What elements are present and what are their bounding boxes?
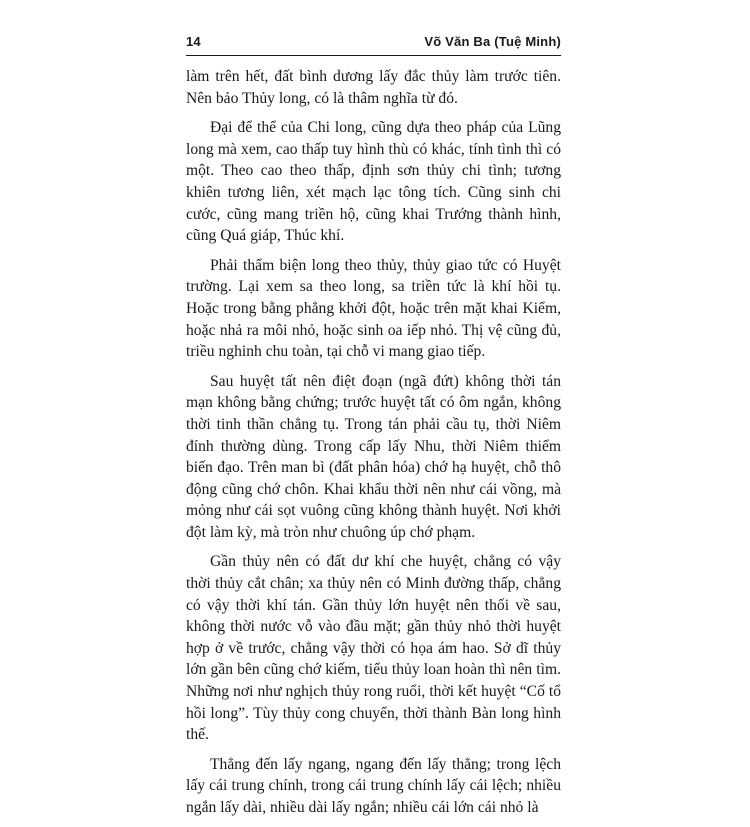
paragraph-continued: làm trên hết, đất bình dương lấy đắc thủy làm trước tiên. Nên bảo Thủy long, có là thâm nghĩa từ đó. [186,68,561,107]
header-rule [186,55,561,56]
page-number: 14 [186,34,201,49]
paragraph: Gần thủy nên có đất dư khí che huyệt, chẳng có vậy thời thủy cắt chân; xa thủy nên có Minh đường thấp, chẳng có vậy thời khí tán. Gần thủy lớn huyệt nên thối về sau, không thời nước vỗ vào đầu mặt; gần thủy nhỏ thời huyệt hợp ở về trước, chẳng vậy thời có họa ám hao. Sở dĩ thủy lớn gần bên cũng chớ kiếm, tiểu thủy loan hoàn thì nên tìm. Những nơi như nghịch thủy rong ruổi, thời kết huyệt “Cố tổ hồi long”. Tùy thủy cong chuyển, thời thành Bàn long hình thế. [186,553,561,744]
running-header [186,32,561,56]
paragraph: Sau huyệt tất nên điệt đoạn (ngã đứt) không thời tán mạn không bằng chứng; trước huyệt tất có ôm ngắn, không thời tinh thần chẳng tụ. Trong tán phải cầu tụ, thời Niêm đính thường dùng. Trong cấp lấy Nhu, thời Niêm thiểm biến đạo. Trên man bì (đất phân hóa) chớ hạ huyệt, chỗ thô động cũng chớ chôn. Khai khẩu thời nên như cái vồng, mà mỏng như cái sọt vuông cũng không thành huyệt. Nơi khởi đột làm kỳ, mà tròn như chuông úp chớ phạm. [186,372,561,541]
paragraph: Phải thẩm biện long theo thủy, thủy giao tức có Huyệt trường. Lại xem sa theo long, sa triền tức là khí hồi tụ. Hoặc trong bằng phẳng khởi đột, hoặc trên mặt khai Kiểm, hoặc nhả ra môi nhỏ, hoặc sinh oa iếp nhỏ. Thị vệ cũng đủ, triều nghinh chu toàn, tại chỗ vi mang giao tiếp. [186,256,561,361]
author-name: Võ Văn Ba (Tuệ Minh) [424,34,561,49]
paragraph: Thẳng đến lấy ngang, ngang đến lấy thẳng; trong lệch lấy cái trung chính, trong cái trung chính lấy cái lệch; nhiều ngắn lấy dài, nhiều dài lấy ngắn; nhiều cái lớn cái nhỏ là [186,755,561,816]
paragraph: Đại để thể của Chi long, cũng dựa theo pháp của Lũng long mà xem, cao thấp tuy hình thù có khác, tính tình thì có một. Theo cao theo thấp, định sơn thủy chi tình; tương khiên tương liên, xét mạch lạc tông tích. Cũng sinh chi cước, cũng mang triền hộ, cũng khai Trướng thành hình, cũng Quá giáp, Thúc khí. [186,119,561,245]
body-text [186,66,561,827]
